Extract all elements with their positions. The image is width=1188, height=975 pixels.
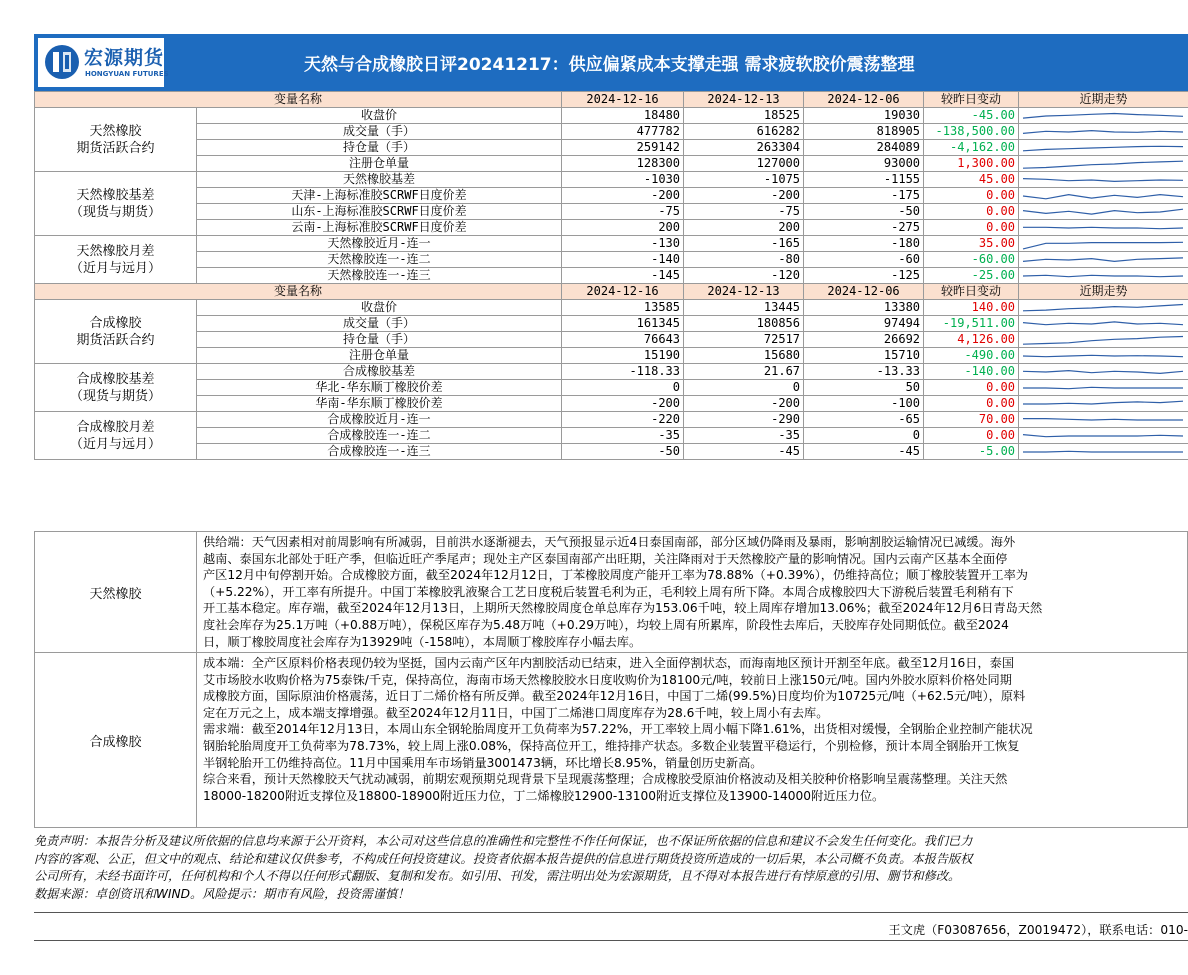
text-line: 18000-18200附近支撑位及18800-18900附近压力位，丁二烯橡胶12900-13100附近支撑位及13900-14000附近压力位。 (203, 788, 885, 803)
value-date1: 259142 (562, 140, 684, 156)
table-row (35, 428, 1188, 444)
group-label (35, 172, 197, 236)
value-date3: 93000 (804, 156, 924, 172)
value-date3: 818905 (804, 124, 924, 140)
daily-change: 0.00 (924, 204, 1019, 220)
text-line: 免责声明：本报告分析及建议所依据的信息均来源于公开资料，本公司对这些信息的准确性和完整性不作任何保证，也不保证所依据的信息和建议不会发生任何变化。我们已力 (34, 834, 973, 848)
text-line: 数据来源：卓创资讯和WIND。风险提示：期市有风险，投资需谨慎！ (34, 886, 410, 901)
synthetic-rubber-commentary-label: 合成橡胶 (35, 653, 197, 827)
value-date3: -1155 (804, 172, 924, 188)
col-date1-header: 2024-12-16 (562, 284, 684, 300)
variable-name: 注册仓单量 (197, 348, 562, 364)
trend-cell (1019, 172, 1188, 188)
daily-change: -490.00 (924, 348, 1019, 364)
value-date3: 50 (804, 380, 924, 396)
value-date3: -50 (804, 204, 924, 220)
trend-cell (1019, 220, 1188, 236)
logo-emblem-icon (44, 44, 80, 80)
text-line: 开工基本稳定。库存端，截至2024年12月13日，上期所天然橡胶周度仓单总库存为153.06千吨，较上周库存增加13.06%；截至2024年12月6日青岛天然 (203, 601, 1043, 616)
group-label-line2: 期货活跃合约 (76, 332, 155, 348)
daily-change: 4,126.00 (924, 332, 1019, 348)
value-date1: 477782 (562, 124, 684, 140)
value-date2: 180856 (684, 316, 804, 332)
daily-change: 0.00 (924, 188, 1019, 204)
table-row (35, 108, 1188, 124)
trend-sparkline (1019, 333, 1187, 347)
variable-name: 华南-华东顺丁橡胶价差 (197, 396, 562, 412)
trend-sparkline (1019, 397, 1187, 411)
natural-rubber-commentary (34, 531, 1188, 653)
value-date1: -75 (562, 204, 684, 220)
variable-name: 天然橡胶连一-连三 (197, 268, 562, 284)
table-row (35, 204, 1188, 220)
trend-cell (1019, 268, 1188, 284)
table-row (35, 140, 1188, 156)
table-row (35, 268, 1188, 284)
value-date2: 13445 (684, 300, 804, 316)
value-date3: 26692 (804, 332, 924, 348)
table-row (35, 124, 1188, 140)
daily-change: 0.00 (924, 220, 1019, 236)
trend-sparkline (1019, 445, 1187, 459)
variable-name: 天津-上海标准胶SCRWF日度价差 (197, 188, 562, 204)
trend-sparkline (1019, 317, 1187, 331)
text-line: 需求端：截至2014年12月13日，本周山东全钢轮胎周度开工负荷率为57.22%，开工率较上周小幅下降1.61%，出货相对缓慢，全钢胎企业控制产能状况 (203, 722, 1033, 737)
value-date3: 19030 (804, 108, 924, 124)
trend-cell (1019, 204, 1188, 220)
value-date2: -35 (684, 428, 804, 444)
value-date3: -100 (804, 396, 924, 412)
trend-sparkline (1019, 253, 1187, 267)
value-date3: 13380 (804, 300, 924, 316)
trend-cell (1019, 428, 1188, 444)
daily-change: 0.00 (924, 380, 1019, 396)
trend-cell (1019, 300, 1188, 316)
trend-sparkline (1019, 189, 1187, 203)
report-title: 天然与合成橡胶日评20241217：供应偏紧成本支撑走强 需求疲软胶价震荡整理 (304, 55, 915, 75)
trend-cell (1019, 364, 1188, 380)
variable-name: 天然橡胶基差 (197, 172, 562, 188)
value-date3: -60 (804, 252, 924, 268)
logo-english-name: HONGYUAN FUTURES (85, 70, 169, 78)
value-date1: 200 (562, 220, 684, 236)
trend-cell (1019, 444, 1188, 460)
trend-sparkline (1019, 157, 1187, 171)
value-date1: 18480 (562, 108, 684, 124)
group-label-line1: 天然橡胶 (89, 123, 142, 139)
trend-cell (1019, 412, 1188, 428)
daily-change: -25.00 (924, 268, 1019, 284)
trend-cell (1019, 124, 1188, 140)
value-date1: -118.33 (562, 364, 684, 380)
daily-change: 1,300.00 (924, 156, 1019, 172)
group-label-line2: （现货与期货） (69, 388, 161, 404)
text-line: （+5.22%），开工率有所提升。中国丁苯橡胶乳液聚合工艺日度税后装置毛利为正，毛利较上周有所下降。本周合成橡胶四大下游税后装置毛利稍有下 (203, 584, 1014, 599)
trend-sparkline (1019, 349, 1187, 363)
value-date2: -80 (684, 252, 804, 268)
value-date1: 15190 (562, 348, 684, 364)
table-row (35, 188, 1188, 204)
variable-name: 合成橡胶近月-连一 (197, 412, 562, 428)
daily-change: 35.00 (924, 236, 1019, 252)
group-label-line2: （近月与远月） (69, 260, 161, 276)
variable-name: 合成橡胶基差 (197, 364, 562, 380)
value-date1: 128300 (562, 156, 684, 172)
value-date2: -200 (684, 396, 804, 412)
col-trend-header: 近期走势 (1019, 92, 1188, 108)
col-change-header: 较昨日变动 (924, 284, 1019, 300)
text-line: 公司所有，未经书面许可，任何机构和个人不得以任何形式翻版、复制和发布。如引用、刊发，需注明出处为宏源期货，且不得对本报告进行有悖原意的引用、删节和修改。 (34, 869, 961, 883)
table-row (35, 156, 1188, 172)
trend-sparkline (1019, 109, 1187, 123)
synthetic-rubber-commentary (34, 652, 1188, 828)
variable-name: 收盘价 (197, 108, 562, 124)
table-row (35, 332, 1188, 348)
table-row (35, 316, 1188, 332)
value-date3: 15710 (804, 348, 924, 364)
value-date1: -35 (562, 428, 684, 444)
value-date1: -145 (562, 268, 684, 284)
text-line: 内容的客观、公正，但文中的观点、结论和建议仅供参考，不构成任何投资建议。投资者依据本报告提供的信息进行期货投资所造成的一切后果，本公司概不负责。本报告版权 (34, 851, 973, 866)
col-name-header: 变量名称 (35, 92, 562, 108)
value-date2: -45 (684, 444, 804, 460)
group-label-line1: 天然橡胶月差 (76, 243, 155, 259)
disclaimer (34, 833, 1188, 903)
variable-name: 收盘价 (197, 300, 562, 316)
trend-cell (1019, 108, 1188, 124)
trend-cell (1019, 348, 1188, 364)
value-date1: -1030 (562, 172, 684, 188)
trend-cell (1019, 188, 1188, 204)
value-date3: -275 (804, 220, 924, 236)
trend-sparkline (1019, 381, 1187, 395)
value-date3: -180 (804, 236, 924, 252)
variable-name: 云南-上海标准胶SCRWF日度价差 (197, 220, 562, 236)
daily-change: 140.00 (924, 300, 1019, 316)
value-date3: -65 (804, 412, 924, 428)
variable-name: 持仓量（手） (197, 332, 562, 348)
variable-name: 成交量（手） (197, 124, 562, 140)
trend-sparkline (1019, 141, 1187, 155)
group-label-line1: 合成橡胶月差 (76, 419, 155, 435)
value-date2: -75 (684, 204, 804, 220)
trend-sparkline (1019, 301, 1187, 315)
daily-change: 0.00 (924, 396, 1019, 412)
indicator-table (34, 91, 1188, 460)
value-date3: -175 (804, 188, 924, 204)
col-trend-header: 近期走势 (1019, 284, 1188, 300)
daily-change: -4,162.00 (924, 140, 1019, 156)
variable-name: 山东-上海标准胶SCRWF日度价差 (197, 204, 562, 220)
group-label-line1: 天然橡胶基差 (76, 187, 155, 203)
group-label-line2: 期货活跃合约 (76, 140, 155, 156)
trend-sparkline (1019, 269, 1187, 283)
group-label-line2: （现货与期货） (69, 204, 161, 220)
group-label-line2: （近月与远月） (69, 436, 161, 452)
trend-cell (1019, 332, 1188, 348)
synthetic-header-row (35, 284, 1188, 300)
daily-change: -60.00 (924, 252, 1019, 268)
group-label (35, 364, 197, 412)
value-date2: 263304 (684, 140, 804, 156)
natural-rubber-commentary-text (203, 534, 1188, 650)
value-date2: 72517 (684, 332, 804, 348)
daily-change: -5.00 (924, 444, 1019, 460)
text-line: 度社会库存为25.1万吨（+0.88万吨），保税区库存为5.48万吨（+0.29万吨），均较上周有所累库，阶段性去库后，天胶库存处同期低位。截至2024 (203, 617, 1009, 632)
trend-cell (1019, 396, 1188, 412)
value-date2: 0 (684, 380, 804, 396)
daily-change: -138,500.00 (924, 124, 1019, 140)
report-header (34, 34, 1188, 91)
value-date3: 284089 (804, 140, 924, 156)
value-date1: 13585 (562, 300, 684, 316)
text-line: 定在万元之上，成本端支撑增强。截至2024年12月11日，中国丁二烯港口周度库存为28.6千吨，较上周小有去库。 (203, 705, 829, 720)
group-label (35, 236, 197, 284)
value-date2: 18525 (684, 108, 804, 124)
company-logo (38, 38, 169, 87)
value-date1: 161345 (562, 316, 684, 332)
variable-name: 合成橡胶连一-连三 (197, 444, 562, 460)
col-date3-header: 2024-12-06 (804, 92, 924, 108)
group-label (35, 412, 197, 460)
text-line: 越南、泰国东北部处于旺产季，但临近旺产季尾声；现处主产区泰国南部产出旺期，关注降雨对于天然橡胶产量的影响情况。国内云南产区基本全面停 (203, 551, 1008, 566)
group-label (35, 300, 197, 364)
trend-sparkline (1019, 429, 1187, 443)
table-row (35, 252, 1188, 268)
col-name-header: 变量名称 (35, 284, 562, 300)
text-line: 产区12月中旬停割开始。合成橡胶方面，截至2024年12月12日，丁苯橡胶周度产能开工率为78.88%（+0.39%），仍维持高位；顺丁橡胶装置开工率为 (203, 568, 1028, 583)
daily-change: 0.00 (924, 428, 1019, 444)
footer-divider-bottom (34, 940, 1188, 941)
col-date2-header: 2024-12-13 (684, 92, 804, 108)
natural-rubber-commentary-label: 天然橡胶 (35, 532, 197, 652)
value-date3: -13.33 (804, 364, 924, 380)
text-line: 钢胎轮胎周度开工负荷率为78.73%，较上周上涨0.08%，保持高位开工，维持排产状态。多数企业装置平稳运行，个别检修，预计本周全钢胎开工恢复 (203, 738, 1020, 753)
value-date1: -130 (562, 236, 684, 252)
text-line: 半钢轮胎开工仍维持高位。11月中国乘用车市场销量3001473辆，环比增长8.95%，销量创历史新高。 (203, 755, 763, 770)
value-date2: 127000 (684, 156, 804, 172)
trend-sparkline (1019, 125, 1187, 139)
table-row (35, 412, 1188, 428)
value-date3: -125 (804, 268, 924, 284)
daily-change: 45.00 (924, 172, 1019, 188)
text-line: 成本端：全产区原料价格表现仍较为坚挺，国内云南产区年内割胶活动已结束，进入全面停割状态，而海南地区预计开割至年底。截至12月16日，泰国 (203, 656, 1015, 670)
value-date1: -220 (562, 412, 684, 428)
value-date2: 616282 (684, 124, 804, 140)
trend-sparkline (1019, 413, 1187, 427)
col-date2-header: 2024-12-13 (684, 284, 804, 300)
variable-name: 天然橡胶近月-连一 (197, 236, 562, 252)
table-row (35, 380, 1188, 396)
table-row (35, 236, 1188, 252)
table-row (35, 220, 1188, 236)
trend-cell (1019, 156, 1188, 172)
text-line: 艾市场胶水收购价格为75泰铢/千克，保持高位，海南市场天然橡胶胶水日度收购价为18100元/吨，较前日上涨150元/吨。国内外胶水原料价格处同期 (203, 672, 1012, 687)
synthetic-rubber-commentary-text (203, 655, 1188, 804)
variable-name: 合成橡胶连一-连二 (197, 428, 562, 444)
daily-change: 70.00 (924, 412, 1019, 428)
variable-name: 天然橡胶连一-连二 (197, 252, 562, 268)
daily-change: -45.00 (924, 108, 1019, 124)
table-row (35, 364, 1188, 380)
table-row (35, 172, 1188, 188)
value-date3: -45 (804, 444, 924, 460)
author-contact: 王文虎（F03087656，Z0019472），联系电话：010- (888, 923, 1188, 937)
table-row (35, 348, 1188, 364)
trend-sparkline (1019, 221, 1187, 235)
value-date1: -140 (562, 252, 684, 268)
group-label-line1: 合成橡胶 (89, 315, 142, 331)
trend-sparkline (1019, 205, 1187, 219)
natural-header-row (35, 92, 1188, 108)
value-date2: -120 (684, 268, 804, 284)
value-date2: 200 (684, 220, 804, 236)
trend-cell (1019, 380, 1188, 396)
variable-name: 成交量（手） (197, 316, 562, 332)
text-line: 日，顺丁橡胶周度社会库存为13929吨（-158吨），本周顺丁橡胶库存小幅去库。 (203, 634, 642, 649)
value-date3: 97494 (804, 316, 924, 332)
table-row (35, 444, 1188, 460)
variable-name: 注册仓单量 (197, 156, 562, 172)
text-line: 成橡胶方面，国际原油价格震荡，近日丁二烯价格有所反弹。截至2024年12月16日，中国丁二烯(99.5%)日度均价为10725元/吨（+62.5元/吨），原料 (203, 689, 1026, 704)
value-date2: 21.67 (684, 364, 804, 380)
footer-divider-top (34, 912, 1188, 913)
value-date2: -200 (684, 188, 804, 204)
daily-change: -140.00 (924, 364, 1019, 380)
logo-chinese-name: 宏源期货 (84, 47, 165, 69)
trend-sparkline (1019, 173, 1187, 187)
value-date2: -290 (684, 412, 804, 428)
value-date1: -50 (562, 444, 684, 460)
group-label (35, 108, 197, 172)
table-row (35, 396, 1188, 412)
value-date1: -200 (562, 396, 684, 412)
variable-name: 华北-华东顺丁橡胶价差 (197, 380, 562, 396)
table-row (35, 300, 1188, 316)
text-line: 供给端：天气因素相对前周影响有所减弱，目前洪水逐渐褪去，天气预报显示近4日泰国南部，部分区域仍降雨及暴雨，影响割胶运输情况已减缓。海外 (203, 535, 1016, 549)
value-date2: 15680 (684, 348, 804, 364)
trend-cell (1019, 252, 1188, 268)
col-date3-header: 2024-12-06 (804, 284, 924, 300)
value-date1: 0 (562, 380, 684, 396)
value-date2: -165 (684, 236, 804, 252)
value-date2: -1075 (684, 172, 804, 188)
text-line: 综合来看，预计天然橡胶天气扰动减弱，前期宏观预期兑现背景下呈现震荡整理；合成橡胶受原油价格波动及相关胶种价格影响呈震荡整理。关注天然 (203, 772, 1008, 787)
col-date1-header: 2024-12-16 (562, 92, 684, 108)
value-date1: -200 (562, 188, 684, 204)
variable-name: 持仓量（手） (197, 140, 562, 156)
trend-cell (1019, 236, 1188, 252)
group-label-line1: 合成橡胶基差 (76, 371, 155, 387)
value-date3: 0 (804, 428, 924, 444)
col-change-header: 较昨日变动 (924, 92, 1019, 108)
value-date1: 76643 (562, 332, 684, 348)
trend-cell (1019, 140, 1188, 156)
trend-sparkline (1019, 365, 1187, 379)
trend-sparkline (1019, 237, 1187, 251)
daily-change: -19,511.00 (924, 316, 1019, 332)
trend-cell (1019, 316, 1188, 332)
